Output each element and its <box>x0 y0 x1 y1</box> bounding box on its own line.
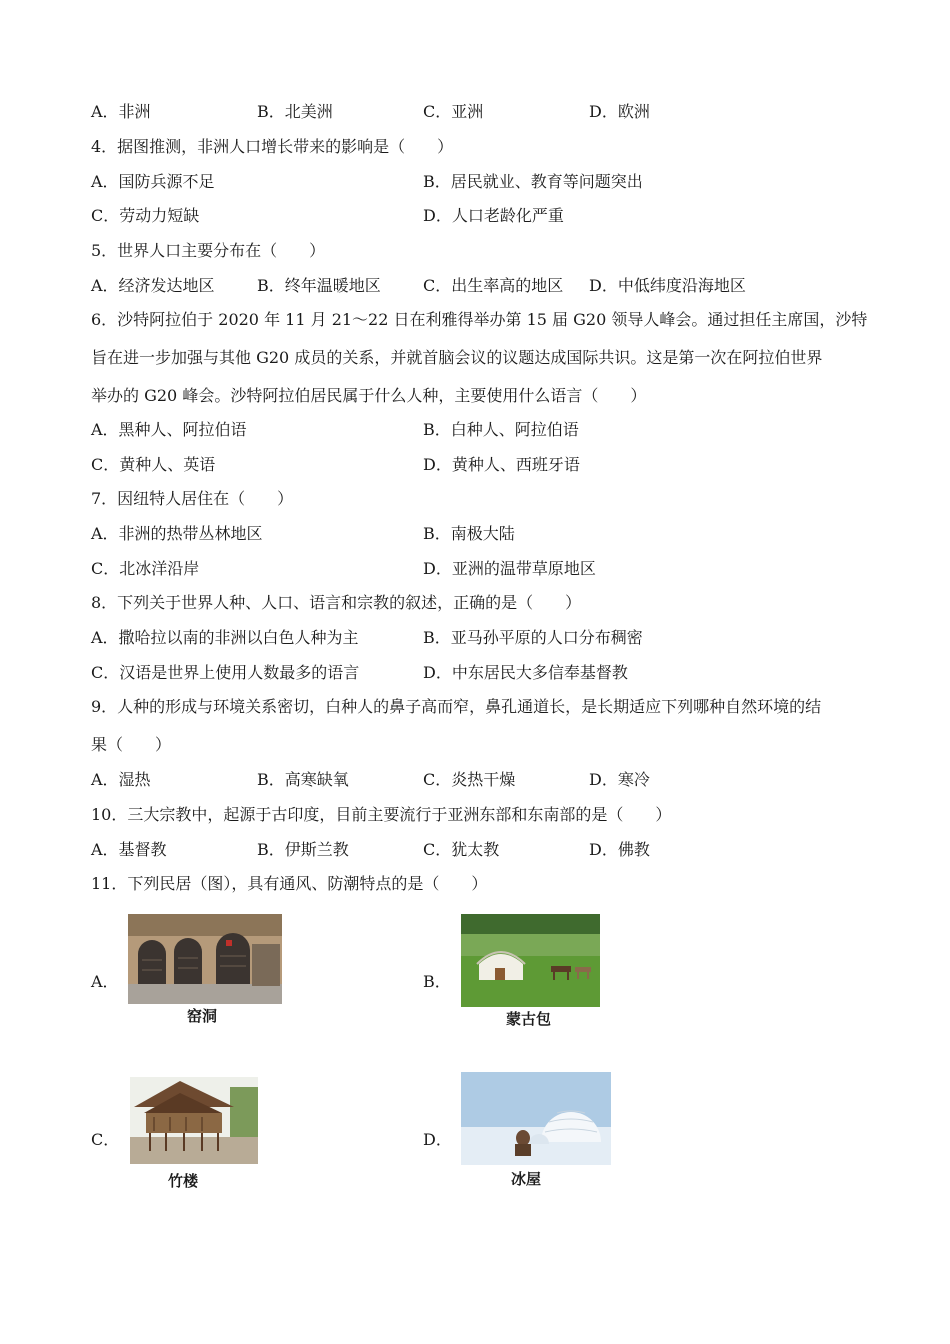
q3-option-c: C．亚洲 <box>423 102 484 121</box>
q11-option-d-letter: D． <box>423 1130 452 1149</box>
q7-option-b: B．南极大陆 <box>423 524 515 543</box>
q7-option-c: C．北冰洋沿岸 <box>91 559 200 578</box>
q9-option-d: D．寒冷 <box>589 770 650 789</box>
q7-stem: 7．因纽特人居住在（ ） <box>91 489 294 508</box>
q9-option-b: B．高寒缺氧 <box>257 770 349 789</box>
q8-option-b: B．亚马孙平原的人口分布稠密 <box>423 628 643 647</box>
q9-stem-line-2: 果（ ） <box>91 735 172 754</box>
q5-option-d: D．中低纬度沿海地区 <box>589 276 746 295</box>
q11-option-a-letter: A． <box>91 972 119 991</box>
q6-option-b: B．白种人、阿拉伯语 <box>423 420 579 439</box>
q6-option-a: A．黑种人、阿拉伯语 <box>91 420 247 439</box>
yurt-photo <box>461 914 600 1007</box>
igloo-photo <box>461 1072 611 1165</box>
q11-stem: 11．下列民居（图），具有通风、防潮特点的是（ ） <box>91 874 488 893</box>
q11-option-c-caption: 竹楼 <box>168 1172 199 1190</box>
q8-option-c: C．汉语是世界上使用人数最多的语言 <box>91 663 360 682</box>
q3-option-a: A．非洲 <box>91 102 151 121</box>
q9-stem-line-1: 9．人种的形成与环境关系密切，白种人的鼻子高而窄，鼻孔通道长，是长期适应下列哪种自然环境的结 <box>91 697 822 716</box>
q10-option-b: B．伊斯兰教 <box>257 840 349 859</box>
q9-option-c: C．炎热干燥 <box>423 770 516 789</box>
q3-option-b: B．北美洲 <box>257 102 333 121</box>
q11-option-a-caption: 窑洞 <box>187 1007 218 1025</box>
q3-option-d: D．欧洲 <box>589 102 650 121</box>
q11-option-b-caption: 蒙古包 <box>506 1010 552 1028</box>
q5-option-b: B．终年温暖地区 <box>257 276 381 295</box>
q5-stem: 5．世界人口主要分布在（ ） <box>91 241 326 260</box>
q10-option-a: A．基督教 <box>91 840 167 859</box>
q8-option-a: A．撒哈拉以南的非洲以白色人种为主 <box>91 628 359 647</box>
q6-stem-line-1: 6．沙特阿拉伯于 2020 年 11 月 21～22 日在利雅得举办第 15 届 G20 领导人峰会。通过担任主席国，沙特 <box>91 310 868 329</box>
q11-option-b-letter: B． <box>423 972 451 991</box>
q10-option-d: D．佛教 <box>589 840 650 859</box>
q7-option-d: D．亚洲的温带草原地区 <box>423 559 596 578</box>
q4-option-b: B．居民就业、教育等问题突出 <box>423 172 643 191</box>
q4-stem: 4．据图推测，非洲人口增长带来的影响是（ ） <box>91 137 454 156</box>
q4-option-c: C．劳动力短缺 <box>91 206 200 225</box>
q6-stem-line-2: 旨在进一步加强与其他 G20 成员的关系，并就首脑会议的议题达成国际共识。这是第一次在阿拉伯世界 <box>91 348 823 367</box>
q11-option-c-letter: C． <box>91 1130 120 1149</box>
q11-option-d-caption: 冰屋 <box>511 1170 542 1188</box>
q10-stem: 10．三大宗教中，起源于古印度，目前主要流行于亚洲东部和东南部的是（ ） <box>91 805 672 824</box>
q9-option-a: A．湿热 <box>91 770 151 789</box>
q4-option-d: D．人口老龄化严重 <box>423 206 564 225</box>
q10-option-c: C．犹太教 <box>423 840 500 859</box>
bamboo-house-photo <box>130 1077 258 1164</box>
cave-dwelling-photo <box>128 914 282 1004</box>
q8-stem: 8．下列关于世界人种、人口、语言和宗教的叙述，正确的是（ ） <box>91 593 582 612</box>
q6-stem-line-3: 举办的 G20 峰会。沙特阿拉伯居民属于什么人种，主要使用什么语言（ ） <box>91 386 647 405</box>
q4-option-a: A．国防兵源不足 <box>91 172 215 191</box>
q8-option-d: D．中东居民大多信奉基督教 <box>423 663 628 682</box>
q6-option-c: C．黄种人、英语 <box>91 455 216 474</box>
q5-option-a: A．经济发达地区 <box>91 276 215 295</box>
q6-option-d: D．黄种人、西班牙语 <box>423 455 580 474</box>
q5-option-c: C．出生率高的地区 <box>423 276 564 295</box>
q7-option-a: A．非洲的热带丛林地区 <box>91 524 263 543</box>
